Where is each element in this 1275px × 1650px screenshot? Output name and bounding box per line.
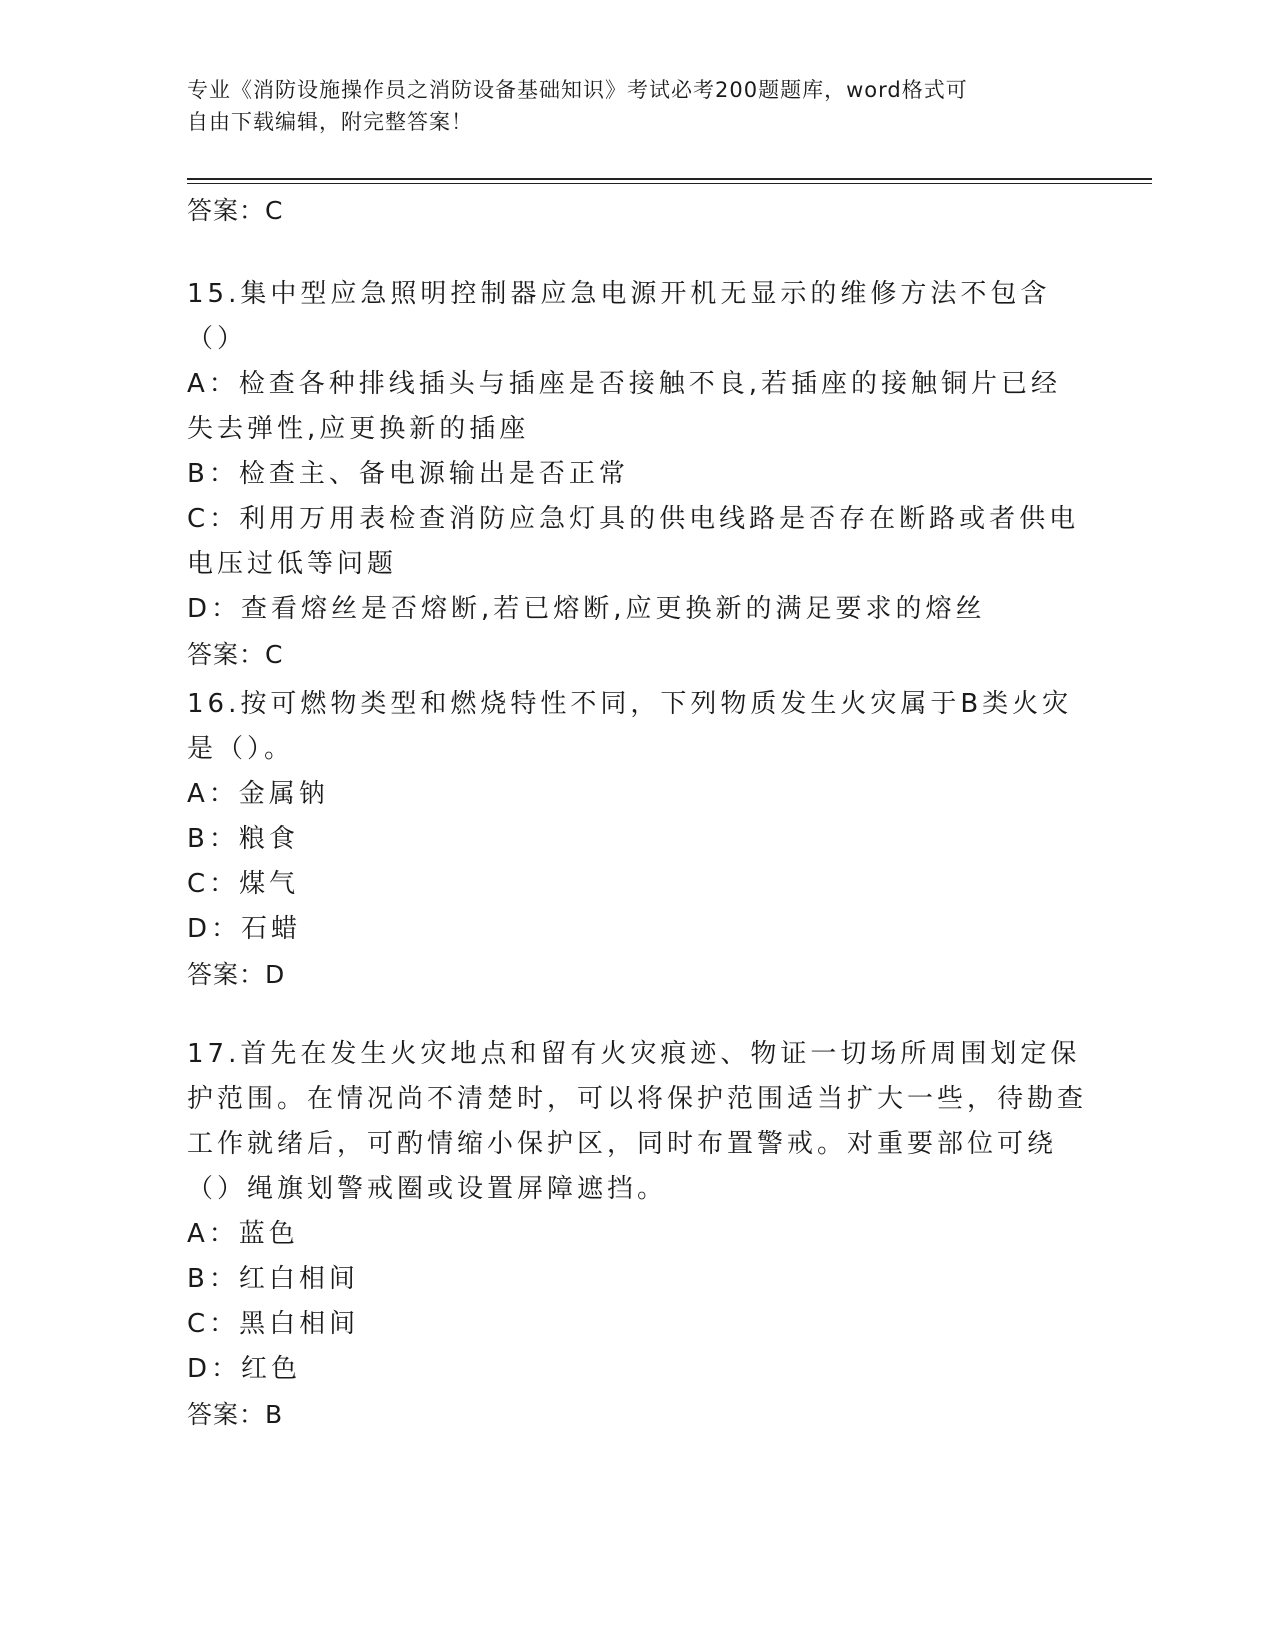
option-b: B：红白相间 [187, 1264, 359, 1294]
option-c: C：黑白相间 [187, 1309, 360, 1339]
answer-line: 答案：D [187, 960, 286, 989]
question-stem: 17.首先在发生火灾地点和留有火灾痕迹、物证一切场所周围划定保护范围。在情况尚不清楚时，可以将保护范围适当扩大一些，待勘查工作就绪后，可酌情缩小保护区，同时布置警戒。对重要部位可绕（）绳旗划警戒圈或设置屏障遮挡。 [187, 1039, 1088, 1204]
option-d: D：查看熔丝是否熔断,若已熔断,应更换新的满足要求的熔丝 [187, 594, 986, 624]
question-16 [187, 682, 1087, 997]
option-d: D：石蜡 [187, 914, 302, 944]
answer-line: 答案：C [187, 196, 284, 225]
header-rule-thin [187, 183, 1152, 184]
option-a: A：蓝色 [187, 1219, 299, 1249]
question-stem: 16.按可燃物类型和燃烧特性不同，下列物质发生火灾属于B类火灾是（）。 [187, 689, 1073, 764]
document-header [187, 74, 1067, 138]
answer-line: 答案：C [187, 640, 284, 669]
question-17 [187, 1032, 1087, 1437]
option-b: B：检查主、备电源输出是否正常 [187, 459, 629, 489]
option-b: B：粮食 [187, 824, 299, 854]
header-line-1: 专业《消防设施操作员之消防设备基础知识》考试必考200题题库，word格式可 [187, 78, 968, 102]
option-c: C：利用万用表检查消防应急灯具的供电线路是否存在断路或者供电电压过低等问题 [187, 504, 1080, 579]
question-15 [187, 272, 1087, 677]
option-a: A：金属钠 [187, 779, 329, 809]
option-c: C：煤气 [187, 869, 300, 899]
header-rule-thick [187, 178, 1152, 180]
option-d: D：红色 [187, 1354, 302, 1384]
header-line-2: 自由下载编辑，附完整答案！ [187, 110, 473, 134]
question-stem: 15.集中型应急照明控制器应急电源开机无显示的维修方法不包含（） [187, 279, 1051, 354]
option-a: A：检查各种排线插头与插座是否接触不良,若插座的接触铜片已经失去弹性,应更换新的插座 [187, 369, 1062, 444]
answer-line: 答案：B [187, 1400, 284, 1429]
